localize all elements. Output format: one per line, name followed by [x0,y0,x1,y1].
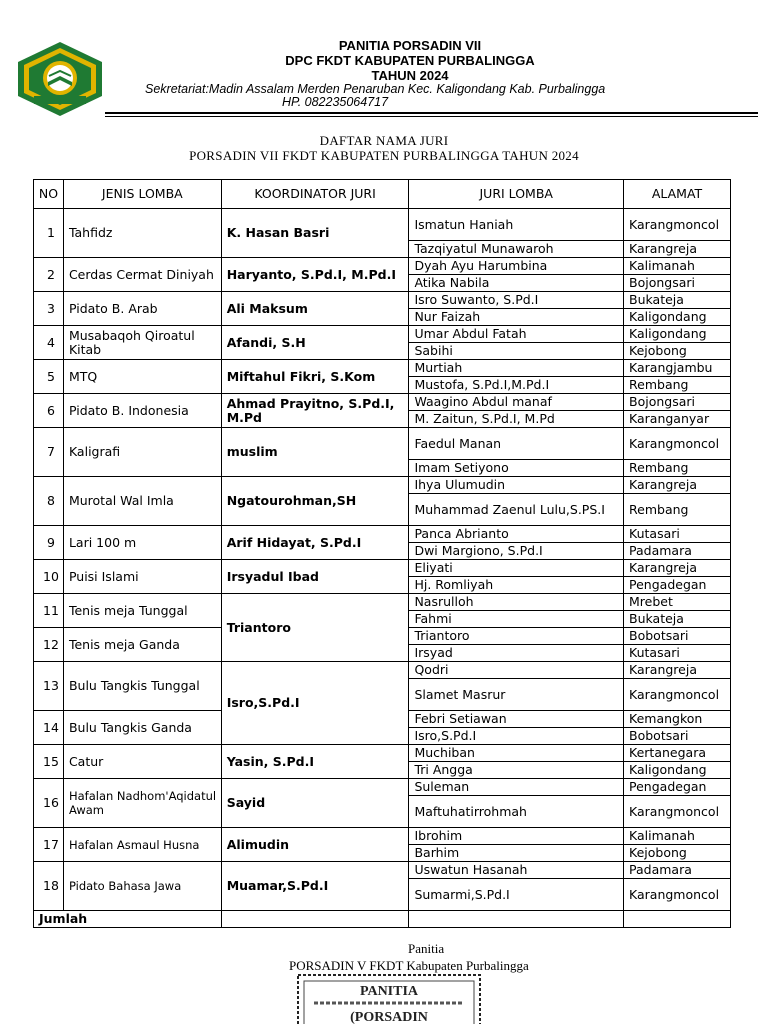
row-no: 18 [34,862,64,911]
row-alamat: Kutasari [624,526,731,543]
row-koordinator: Sayid [221,779,409,828]
row-juri: Triantoro [409,628,624,645]
row-alamat: Karangmoncol [624,428,731,460]
table-row [34,828,731,845]
row-no: 9 [34,526,64,560]
row-alamat: Karangreja [624,241,731,258]
row-no: 13 [34,662,64,711]
row-juri: Umar Abdul Fatah [409,326,624,343]
svg-text:PANITIA: PANITIA [359,984,419,999]
row-lomba: Puisi Islami [63,560,221,594]
header-line3: TAHUN 2024 [371,68,449,83]
row-alamat: Rembang [624,377,731,394]
row-juri: Slamet Masrur [409,679,624,711]
row-juri: Atika Nabila [409,275,624,292]
row-lomba: Tahfidz [63,209,221,258]
row-koordinator: Alimudin [221,828,409,862]
committee-stamp [296,973,482,1024]
table-row [34,360,731,377]
row-alamat: Karangmoncol [624,209,731,241]
table-header-row [34,180,731,209]
row-alamat: Kaligondang [624,326,731,343]
row-juri: Maftuhatirrohmah [409,796,624,828]
row-no: 15 [34,745,64,779]
row-lomba: Tenis meja Tunggal [63,594,221,628]
row-alamat: Padamara [624,862,731,879]
row-no: 2 [34,258,64,292]
row-alamat: Kutasari [624,645,731,662]
row-no: 17 [34,828,64,862]
row-juri: Tri Angga [409,762,624,779]
row-no: 7 [34,428,64,477]
row-juri: Murtiah [409,360,624,377]
row-alamat: Karangjambu [624,360,731,377]
header-rule-thick [105,112,758,114]
row-juri: Sumarmi,S.Pd.I [409,879,624,911]
footer-org: PORSADIN V FKDT Kabupaten Purbalingga [289,958,529,973]
row-koordinator: Arif Hidayat, S.Pd.I [221,526,409,560]
row-lomba: MTQ [63,360,221,394]
row-alamat: Bojongsari [624,275,731,292]
table-row [34,862,731,879]
table-row [34,394,731,411]
row-juri: Irsyad [409,645,624,662]
header-phone: HP. 082235064717 [281,95,389,109]
row-juri: Ihya Ulumudin [409,477,624,494]
row-no: 1 [34,209,64,258]
total-cell [221,911,409,928]
row-juri: Ismatun Haniah [409,209,624,241]
row-juri: Ibrohim [409,828,624,845]
header-sekretariat: Sekretariat:Madin Assalam Merden Penaruban Kec. Kaligondang Kab. Purbalingga [145,82,606,96]
row-alamat: Padamara [624,543,731,560]
row-koordinator: Afandi, S.H [221,326,409,360]
row-no: 12 [34,628,64,662]
total-label: Jumlah [34,911,222,928]
row-alamat: Rembang [624,494,731,526]
row-koordinator: Ahmad Prayitno, S.Pd.I, M.Pd [221,394,409,428]
row-lomba: Hafalan Nadhom'Aqidatul Awam [63,779,221,828]
row-koordinator: Ali Maksum [221,292,409,326]
letterhead [0,0,768,120]
row-lomba: Cerdas Cermat Diniyah [63,258,221,292]
total-cell [409,911,624,928]
header-line1: PANITIA PORSADIN VII [338,38,482,53]
row-juri: Dwi Margiono, S.Pd.I [409,543,624,560]
row-no: 11 [34,594,64,628]
footer-panitia: Panitia [408,941,445,956]
row-lomba: Lari 100 m [63,526,221,560]
row-juri: Faedul Manan [409,428,624,460]
row-koordinator: Haryanto, S.Pd.I, M.Pd.I [221,258,409,292]
row-alamat: Karangmoncol [624,796,731,828]
row-lomba: Kaligrafi [63,428,221,477]
row-koordinator: Miftahul Fikri, S.Kom [221,360,409,394]
table-row [34,662,731,679]
row-juri: Qodri [409,662,624,679]
row-lomba: Pidato B. Arab [63,292,221,326]
svg-text:(PORSADIN: (PORSADIN [350,1010,428,1024]
row-alamat: Karangreja [624,662,731,679]
row-lomba: Pidato B. Indonesia [63,394,221,428]
table-row [34,779,731,796]
row-alamat: Kertanegara [624,745,731,762]
row-juri: Muhammad Zaenul Lulu,S.PS.I [409,494,624,526]
header-no: NO [34,180,64,209]
row-juri: Sabihi [409,343,624,360]
row-juri: Isro,S.Pd.I [409,728,624,745]
row-juri: Tazqiyatul Munawaroh [409,241,624,258]
table-row [34,560,731,577]
row-juri: Imam Setiyono [409,460,624,477]
row-no: 10 [34,560,64,594]
row-juri: Suleman [409,779,624,796]
row-juri: Waagino Abdul manaf [409,394,624,411]
table-row [34,292,731,309]
row-lomba: Hafalan Asmaul Husna [63,828,221,862]
table-row [34,477,731,494]
header-alamat: ALAMAT [624,180,731,209]
table-row [34,745,731,762]
row-alamat: Karangmoncol [624,879,731,911]
row-lomba: Pidato Bahasa Jawa [63,862,221,911]
row-alamat: Karangreja [624,560,731,577]
row-alamat: Kemangkon [624,711,731,728]
row-juri: Uswatun Hasanah [409,862,624,879]
row-alamat: Kaligondang [624,309,731,326]
row-juri: Febri Setiawan [409,711,624,728]
row-alamat: Rembang [624,460,731,477]
row-no: 8 [34,477,64,526]
row-alamat: Mrebet [624,594,731,611]
row-koordinator: Triantoro [221,594,409,662]
table-row-total [34,911,731,928]
table-row [34,258,731,275]
row-koordinator: Ngatourohman,SH [221,477,409,526]
row-lomba: Bulu Tangkis Ganda [63,711,221,745]
doc-subtitle: PORSADIN VII FKDT KABUPATEN PURBALINGGA TAHUN 2024 [189,148,579,163]
row-no: 4 [34,326,64,360]
row-alamat: Kalimanah [624,258,731,275]
header-rule-thin [105,116,758,117]
header-jenis-lomba: JENIS LOMBA [63,180,221,209]
row-no: 16 [34,779,64,828]
row-koordinator: Isro,S.Pd.I [221,662,409,745]
row-juri: Muchiban [409,745,624,762]
row-juri: Nur Faizah [409,309,624,326]
row-koordinator: Irsyadul Ibad [221,560,409,594]
row-lomba: Murotal Wal Imla [63,477,221,526]
table-row [34,428,731,460]
row-alamat: Bukateja [624,611,731,628]
header-line2: DPC FKDT KABUPATEN PURBALINGGA [285,53,535,68]
row-alamat: Pengadegan [624,779,731,796]
table-row [34,594,731,611]
row-koordinator: muslim [221,428,409,477]
jury-table [33,179,731,928]
row-juri: Mustofa, S.Pd.I,M.Pd.I [409,377,624,394]
header-juri-lomba: JURI LOMBA [409,180,624,209]
row-alamat: Kejobong [624,845,731,862]
doc-title: DAFTAR NAMA JURI [319,133,449,148]
row-koordinator: K. Hasan Basri [221,209,409,258]
row-juri: Nasrulloh [409,594,624,611]
row-alamat: Kaligondang [624,762,731,779]
row-juri: Fahmi [409,611,624,628]
row-alamat: Kalimanah [624,828,731,845]
row-juri: Isro Suwanto, S.Pd.I [409,292,624,309]
row-koordinator: Muamar,S.Pd.I [221,862,409,911]
row-no: 3 [34,292,64,326]
row-juri: Hj. Romliyah [409,577,624,594]
total-cell [624,911,731,928]
row-alamat: Bukateja [624,292,731,309]
row-no: 5 [34,360,64,394]
row-lomba: Tenis meja Ganda [63,628,221,662]
table-row [34,326,731,343]
row-alamat: Bobotsari [624,728,731,745]
row-alamat: Karangreja [624,477,731,494]
row-juri: Eliyati [409,560,624,577]
row-juri: Dyah Ayu Harumbina [409,258,624,275]
row-lomba: Musabaqoh Qiroatul Kitab [63,326,221,360]
row-lomba: Bulu Tangkis Tunggal [63,662,221,711]
row-koordinator: Yasin, S.Pd.I [221,745,409,779]
row-alamat: Pengadegan [624,577,731,594]
table-row [34,526,731,543]
row-no: 14 [34,711,64,745]
row-lomba: Catur [63,745,221,779]
row-juri: M. Zaitun, S.Pd.I, M.Pd [409,411,624,428]
row-alamat: Kejobong [624,343,731,360]
row-no: 6 [34,394,64,428]
row-alamat: Karanganyar [624,411,731,428]
row-juri: Panca Abrianto [409,526,624,543]
table-row [34,209,731,241]
fkdt-logo [14,40,106,118]
header-koordinator: KOORDINATOR JURI [221,180,409,209]
row-alamat: Bojongsari [624,394,731,411]
row-juri: Barhim [409,845,624,862]
row-alamat: Karangmoncol [624,679,731,711]
row-alamat: Bobotsari [624,628,731,645]
